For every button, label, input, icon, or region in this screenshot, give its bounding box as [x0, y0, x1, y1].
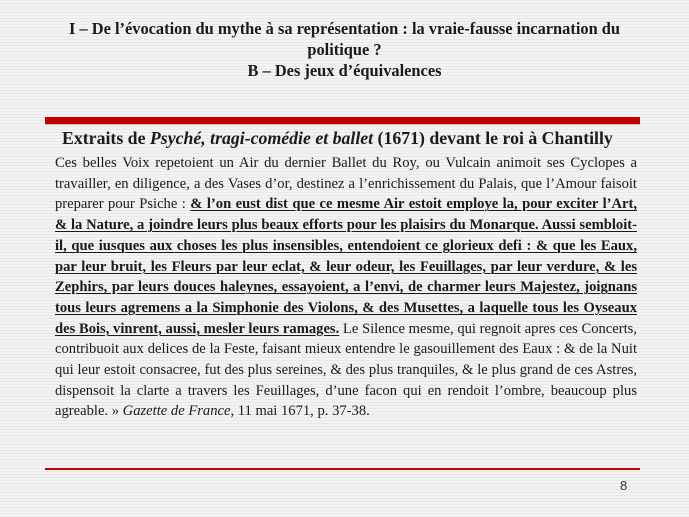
heading-prefix: Extraits de [62, 128, 150, 148]
bottom-accent-rule [45, 468, 640, 470]
slide-subtitle: B – Des jeux d’équivalences [247, 61, 442, 80]
accent-divider-shadow [45, 124, 640, 125]
excerpt-body [55, 153, 637, 422]
source-title: Gazette de France [122, 403, 231, 420]
page-number: 8 [620, 478, 628, 493]
heading-work-title: Psyché, tragi-comédie et ballet [149, 128, 374, 148]
accent-divider [45, 117, 640, 124]
slide-title [40, 18, 649, 81]
source-citation: , 11 mai 1671, p. 37-38. [230, 403, 370, 420]
title-line-1: I – De l’évocation du mythe à sa représentation : la vraie-fausse incarnation du [68, 19, 621, 38]
excerpt-emphasis: & l’on eust dist que ce mesme Air estoit employe la, pour exciter l’Art, & la Nature, a joindre leurs plus beaux efforts pour les plaisirs du Monarque. Aussi sembloit-il, que iusques aux choses les plus insensibles, entendoient ce glorieux defi : & que les Eaux, par leur bruit, les Fleurs par leur eclat, & leur odeur, les Feuillages, par leur verdure, & les Zephirs, par leurs douces haleynes, essayoient, a l’envi, de charmer leurs Majestez, joignans tous leurs agremens a la Simphonie des Violons, & des Musettes, a laquelle tous les Oyseaux des Bois, vinrent, aussi, mesler leurs ramages. [55, 196, 638, 337]
title-line-2: politique ? [307, 40, 382, 59]
excerpt-rest: Le Silence mesme, qui regnoit apres ces Concerts, contribuoit aux delices de la Feste, faisant mieux entendre le gasouillement des Eaux : & de la Nuit qui leur estoit consacree, fut des plus sereines, & des plus tranquiles, & le plus grand de ces Astres, dispensoit la clarte a travers les Feuillages, d’une facon qui en rendoit l’ombre, beaucoup plus agreable. » [55, 320, 637, 420]
excerpt-heading [62, 127, 642, 149]
excerpt-intro: Ces belles Voix repetoient un Air du dernier Ballet du Roy, ou Vulcain animoit ses Cyclopes a travailler, en diligence, a des Vases d’or, destinez a l’enrichissement du Palais, que l’Amour faisoit preparer pour Psiche : [55, 155, 637, 213]
heading-suffix: (1671) devant le roi à Chantilly [373, 128, 613, 148]
